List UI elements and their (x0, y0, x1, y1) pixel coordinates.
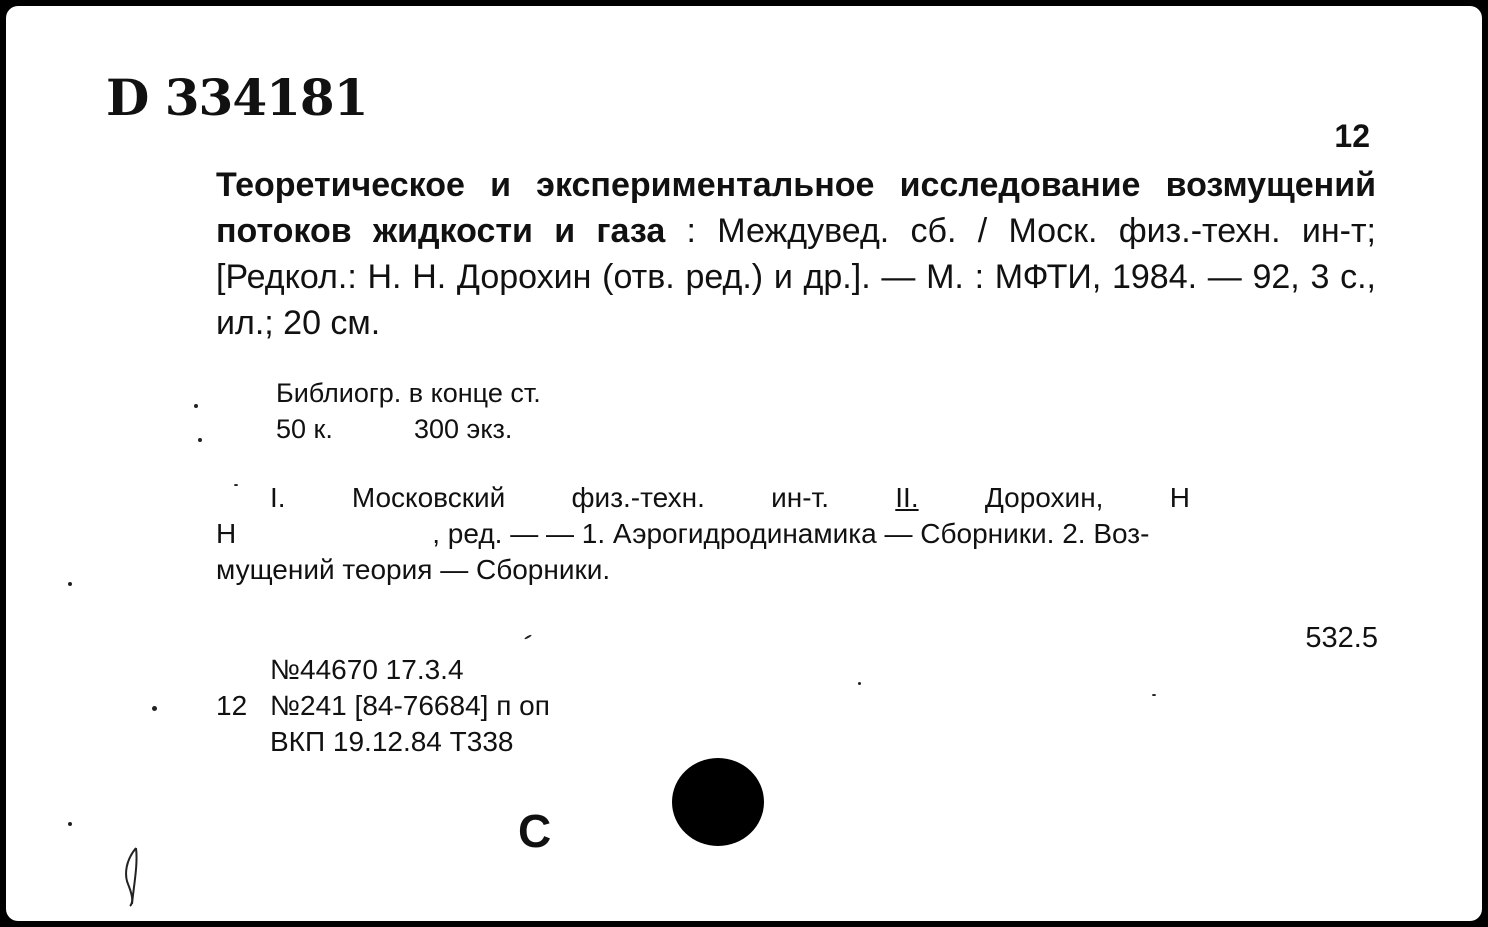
stamp-line-1: №44670 17.3.4 (270, 654, 464, 685)
tracing-part: I. (270, 482, 286, 513)
corner-number: 12 (1334, 118, 1370, 154)
speck (68, 582, 72, 586)
bibliography-note: Библиогр. в конце ст. (276, 378, 541, 408)
punch-hole (672, 758, 764, 846)
price: 50 к. (276, 414, 333, 444)
classification-number: 532.5 (1305, 622, 1378, 654)
tracings (216, 480, 1378, 588)
stamp-line-2: №241 [84-76684] п оп (270, 690, 550, 721)
catalog-card (6, 6, 1482, 921)
tracing-line-1 (270, 480, 1190, 516)
tracing-part: Н (1169, 482, 1190, 513)
speck (858, 682, 861, 685)
speck (194, 404, 198, 408)
handwritten-mark (116, 844, 150, 908)
tracing-line-2-start: Н (216, 518, 237, 549)
letter-mark: С (518, 805, 552, 857)
tracing-part: Дорохин, (984, 482, 1104, 513)
speck (68, 822, 72, 826)
bibliographic-description (216, 162, 1376, 346)
tracing-part: Московский (351, 482, 506, 513)
call-number: D 334181 (106, 68, 368, 127)
tracing-part: физ.-техн. (571, 482, 705, 513)
speck (1152, 694, 1156, 696)
title-bold: Теоретическое и экспериментальное исследование возмущений потоков жидкости и газа (216, 166, 1376, 250)
speck (152, 706, 157, 711)
tracing-line-2 (216, 516, 1378, 552)
tracing-part: ин-т. (771, 482, 830, 513)
title-rest: : Междувед. сб. / Моск. физ.-техн. ин-т; [Редкол.: Н. Н. Дорохин (отв. ред.) и др.]. — М. : МФТИ, 1984. — 92, 3 с., ил.; 20 см. (216, 212, 1376, 342)
stamp-line-2-prefix: 12 (216, 690, 248, 721)
copies: 300 экз. (414, 414, 513, 444)
tracing-line-3: мущений теория — Сборники. (216, 554, 611, 585)
speck (524, 634, 532, 640)
speck (198, 438, 202, 442)
tracing-part: II. (895, 482, 919, 513)
stamp-line-3: ВКП 19.12.84 Т338 (270, 726, 514, 757)
speck (234, 484, 238, 486)
tracing-line-2-rest: , ред. — — 1. Аэрогидродинамика — Сборники. 2. Воз- (432, 518, 1150, 549)
